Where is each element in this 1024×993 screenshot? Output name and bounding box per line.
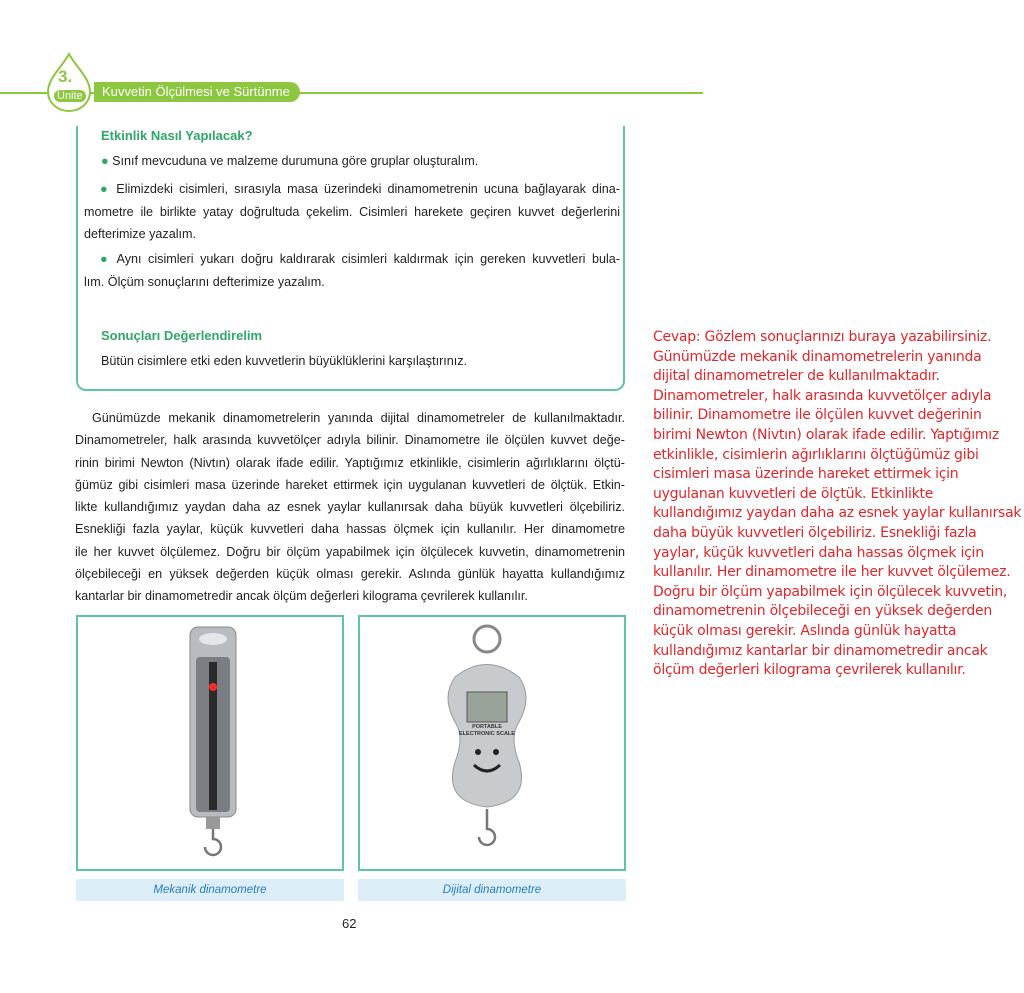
spring-scale-icon <box>78 617 342 869</box>
device-label: PORTABLE ELECTRONIC SCALE <box>459 724 515 737</box>
results-text: Bütün cisimlere etki eden kuvvetlerin büyüklüklerini karşılaştırınız. <box>101 354 468 368</box>
results-heading: Sonuçları Değerlendirelim <box>101 328 263 343</box>
digital-dynamometer-image <box>358 615 626 871</box>
chapter-title: Kuvvetin Ölçülmesi ve Sürtünme <box>94 82 300 102</box>
mechanical-dynamometer-image <box>76 615 344 871</box>
figure-caption: Mekanik dinamometre <box>76 879 344 901</box>
activity-bullet: ● Sınıf mevcuduna ve malzeme durumuna göre gruplar oluşturalım. <box>101 154 479 168</box>
activity-heading: Etkinlik Nasıl Yapılacak? <box>101 128 253 143</box>
unit-number: 3. <box>58 67 73 86</box>
answer-text: Cevap: Gözlem sonuçlarınızı buraya yazabilirsiniz. Günümüzde mekanik dinamometrelerin yanında dijital dinamometreler de kullanılmaktadır. Dinamometreler, halk arasında kuvvetölçer adıyla bilinir. Dinamometre ile ölçülen kuvvet değerinin birimi Newton (Nivtın) olarak ifade edilir. Yaptığımız etkinlikle, cisimlerin ağırlıklarını ölçtüğümüz gibi cisimleri masa üzerinde hareket ettirmek için uygulanan kuvvetleri de ölçtük. Etkinlikte kullandığımız yaydan daha az esnek yaylar kullanırsak daha büyük kuvvetleri ölçebiliriz. Esnekliği fazla yaylar, küçük kuvvetleri daha hassas ölçmek için kullanılır. Her dinamometre ile her kuvvet ölçülemez. Doğru bir ölçüm yapabilmek için ölçülecek kuvvetin, dinamometrenin ölçebileceği en yüksek değerden küçük olması gerekir. Aslında günlük hayatta kullandığımız kantarlar bir dinamometredir ancak ölçüm değerleri kilograma çevrilerek kullanılır. <box>653 329 1022 679</box>
body-paragraph: Günümüzde mekanik dinamometrelerin yanında dijital dinamometreler de kullanılmaktadır. Dinamometreler, halk arasında kuvvetölçer adıyla bilinir. Dinamometre ile ölçülen kuvvet değe- rinin birimi Newton (Nivtın) olarak ifade edilir. Yaptığımız etkinlikle, cisimlerin ağırlıklarını ölçtü- ğümüz gibi cisimleri masa üzerinde hareket ettirmek için uygulanan kuvvetleri de ölçtük. Etkin- likte kullandığımız yaydan daha az esnek yaylar kullanırsak daha büyük kuvvetleri ölçebiliriz. Esnekliği fazla yaylar, küçük kuvvetleri daha hassas ölçmek için kullanılır. Her dinamometre ile her kuvvet ölçülemez. Doğru bir ölçüm yapabilmek için ölçülecek kuvvetin, dinamometrenin ölçebileceği en yüksek değerden küçük olması gerekir. Aslında günlük hayatta kullandığımız kantarlar bir dinamometredir ancak ölçüm değerleri kilograma çevrilerek kullanılır. <box>75 411 625 604</box>
digital-scale-icon <box>360 617 624 869</box>
page-number: 62 <box>342 916 357 931</box>
figure-caption: Dijital dinamometre <box>358 879 626 901</box>
unit-label: Ünite <box>54 90 86 102</box>
activity-bullet: ● Aynı cisimleri yukarı doğru kaldırarak cisimleri kaldırmak için gereken kuvvetleri bula- lım. Ölçüm sonuçlarını defterimize yazalım. <box>84 252 620 289</box>
activity-bullet: ● Elimizdeki cisimleri, sırasıyla masa üzerindeki dinamometrenin ucuna bağlayarak dina- mometre ile birlikte yatay doğrultuda çekelim. Cisimleri harekete geçiren kuvvet değerlerini defterimize yazalım. <box>84 182 620 241</box>
